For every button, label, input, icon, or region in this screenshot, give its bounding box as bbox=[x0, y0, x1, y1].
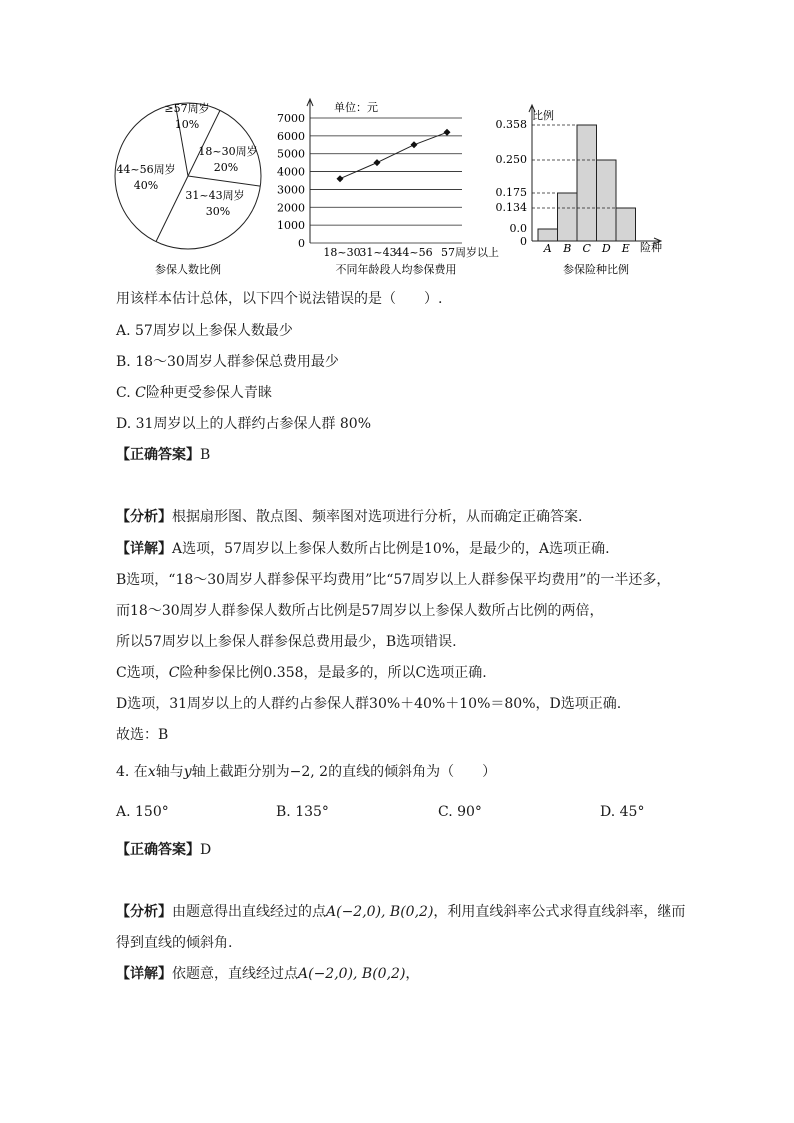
pie-slice-2-edge bbox=[188, 176, 260, 186]
line-ytick-4: 4000 bbox=[277, 165, 305, 179]
q4-stem-post: 的直线的倾斜角为（ ） bbox=[328, 764, 497, 780]
q3-option-b: B. 18～30周岁人群参保总费用最少 bbox=[116, 354, 339, 370]
q3-answer-value: B bbox=[200, 447, 211, 463]
q4-options bbox=[116, 804, 676, 824]
q3-detail-1 bbox=[116, 540, 610, 558]
q4-detail bbox=[116, 965, 419, 983]
bar-category-4: E bbox=[621, 242, 630, 255]
pie-slice-1-label: 18~30周岁 bbox=[198, 145, 258, 158]
q4-analysis-points: A(−2,0), B(0,2) bbox=[326, 904, 434, 920]
line-xtick-2: 44~56 bbox=[395, 246, 433, 259]
q4-option-a: A. 150° bbox=[116, 804, 169, 820]
q4-stem bbox=[116, 763, 496, 781]
q3-answer-tag: 【正确答案】 bbox=[116, 447, 200, 463]
pie-slice-0-label: ≥57周岁 bbox=[164, 102, 210, 115]
q3-detail-2: B选项，“18～30周岁人群参保平均费用”比“57周岁以上人群参保平均费用”的一半还多， bbox=[116, 572, 671, 588]
bar-ylabel: 比例 bbox=[532, 109, 554, 122]
pie-chart bbox=[115, 101, 261, 249]
q4-analysis-pre: 由题意得出直线经过的点 bbox=[172, 904, 326, 920]
line-xtick-0: 18~30 bbox=[323, 246, 361, 259]
q3-conclusion: 故选：B bbox=[116, 727, 169, 743]
q3-stem: 用该样本估计总体，以下四个说法错误的是（ ）. bbox=[116, 291, 443, 307]
bar-ytick-3: 0.175 bbox=[495, 186, 527, 199]
q3-analysis-text: 根据扇形图、散点图、频率图对选项进行分析，从而确定正确答案. bbox=[172, 509, 583, 525]
q4-analysis bbox=[116, 903, 685, 921]
q3-detail-tag: 【详解】 bbox=[116, 541, 172, 557]
q4-var-x: x bbox=[147, 764, 156, 780]
bar-0 bbox=[538, 229, 558, 241]
q4-option-b: B. 135° bbox=[276, 804, 329, 820]
bar-category-0: A bbox=[543, 242, 552, 255]
line-ytick-0: 0 bbox=[298, 237, 305, 250]
q3-option-c-var: C bbox=[135, 385, 146, 401]
bar-xlabel: 险种 bbox=[640, 241, 662, 254]
line-ytick-1: 1000 bbox=[277, 219, 305, 233]
q3-detail-4: 所以57周岁以上参保人群参保总费用最少，B选项错误. bbox=[116, 634, 457, 650]
bar-ytick-1: 0.0 bbox=[509, 222, 527, 235]
pie-slice-1-percent: 20% bbox=[213, 161, 239, 174]
bar-ytick-0: 0 bbox=[520, 235, 527, 248]
line-chart bbox=[277, 99, 499, 259]
charts-area bbox=[0, 0, 794, 285]
line-point-2 bbox=[411, 141, 418, 148]
q3-analysis-tag: 【分析】 bbox=[116, 509, 172, 525]
q4-detail-pre: 依题意，直线经过点 bbox=[172, 966, 298, 982]
pie-slice-2-percent: 30% bbox=[205, 205, 231, 218]
pie-slice-3-percent: 40% bbox=[133, 179, 159, 192]
q3-option-c-rest: 险种更受参保人青睐 bbox=[145, 385, 272, 401]
bar-title: 参保险种比例 bbox=[563, 263, 629, 276]
line-ylabel: 单位：元 bbox=[334, 101, 378, 114]
bar-ytick-2: 0.134 bbox=[495, 201, 527, 214]
q4-detail-tag: 【详解】 bbox=[116, 966, 172, 982]
q4-stem-mid2: 轴上截距分别为 bbox=[191, 764, 290, 780]
bar-category-1: B bbox=[563, 242, 572, 255]
pie-slice-3-label: 44~56周岁 bbox=[116, 163, 176, 176]
bar-category-3: D bbox=[601, 242, 611, 255]
bar-ytick-4: 0.250 bbox=[495, 153, 527, 166]
bar-4 bbox=[616, 208, 636, 241]
q4-intercepts: −2, 2 bbox=[289, 764, 329, 780]
q4-var-y: y bbox=[183, 764, 192, 780]
bar-3 bbox=[597, 160, 617, 241]
q3-option-c bbox=[116, 384, 272, 402]
line-ytick-7: 7000 bbox=[277, 112, 305, 125]
q4-detail-points: A(−2,0), B(0,2) bbox=[298, 966, 406, 982]
pie-title: 参保人数比例 bbox=[155, 263, 221, 276]
q3-option-d: D. 31周岁以上的人群约占参保人群 80% bbox=[116, 416, 372, 432]
q4-stem-mid1: 轴与 bbox=[155, 764, 184, 780]
line-xtick-3: 57周岁以上 bbox=[441, 246, 499, 259]
bar-1 bbox=[558, 193, 578, 241]
pie-slice-3-edge bbox=[156, 176, 188, 242]
q4-stem-pre: 4. 在 bbox=[116, 764, 148, 780]
q3-detail-5-post: 险种参保比例0.358，是最多的，所以C选项正确. bbox=[179, 665, 487, 681]
q3-detail-3: 而18～30周岁人群参保人数所占比例是57周岁以上参保人数所占比例的两倍， bbox=[116, 603, 604, 619]
q3-analysis bbox=[116, 508, 582, 526]
bar-chart bbox=[496, 105, 662, 255]
line-ytick-2: 2000 bbox=[277, 201, 305, 215]
bar-category-2: C bbox=[582, 242, 591, 255]
q3-answer bbox=[116, 446, 210, 464]
line-point-3 bbox=[444, 129, 451, 136]
line-ytick-6: 6000 bbox=[277, 129, 305, 143]
q4-detail-post: ， bbox=[405, 966, 420, 982]
pie-slice-0-percent: 10% bbox=[174, 118, 200, 131]
q3-detail-5-var: C bbox=[168, 665, 180, 681]
q4-option-c: C. 90° bbox=[438, 804, 482, 820]
q3-detail-1-text: A选项，57周岁以上参保人数所占比例是10%，是最少的，A选项正确. bbox=[172, 541, 610, 557]
line-xtick-1: 31~43 bbox=[359, 246, 397, 259]
line-point-0 bbox=[337, 175, 344, 182]
q4-analysis-line2: 得到直线的倾斜角. bbox=[116, 935, 233, 951]
q3-detail-6: D选项，31周岁以上的人群约占参保人群30%＋40%＋10%＝80%，D选项正确. bbox=[116, 696, 622, 712]
bar-ytick-5: 0.358 bbox=[495, 118, 527, 131]
q3-option-c-label: C. bbox=[116, 385, 136, 401]
bar-2 bbox=[577, 125, 597, 241]
line-point-1 bbox=[374, 159, 381, 166]
line-ytick-3: 3000 bbox=[277, 183, 305, 197]
q4-answer-value: D bbox=[200, 842, 212, 858]
pie-slice-2-label: 31~43周岁 bbox=[185, 189, 245, 202]
q3-detail-5 bbox=[116, 664, 487, 682]
q4-analysis-post: ，利用直线斜率公式求得直线斜率，继而 bbox=[433, 904, 686, 920]
charts-svg bbox=[0, 0, 794, 285]
q4-answer-tag: 【正确答案】 bbox=[116, 842, 200, 858]
line-ytick-5: 5000 bbox=[277, 147, 305, 161]
line-title: 不同年龄段人均参保费用 bbox=[335, 263, 457, 276]
q3-detail-5-pre: C选项， bbox=[116, 665, 169, 681]
q3-option-a: A. 57周岁以上参保人数最少 bbox=[116, 323, 293, 339]
q4-option-d: D. 45° bbox=[600, 804, 645, 820]
q4-analysis-tag: 【分析】 bbox=[116, 904, 172, 920]
q4-answer bbox=[116, 841, 211, 859]
